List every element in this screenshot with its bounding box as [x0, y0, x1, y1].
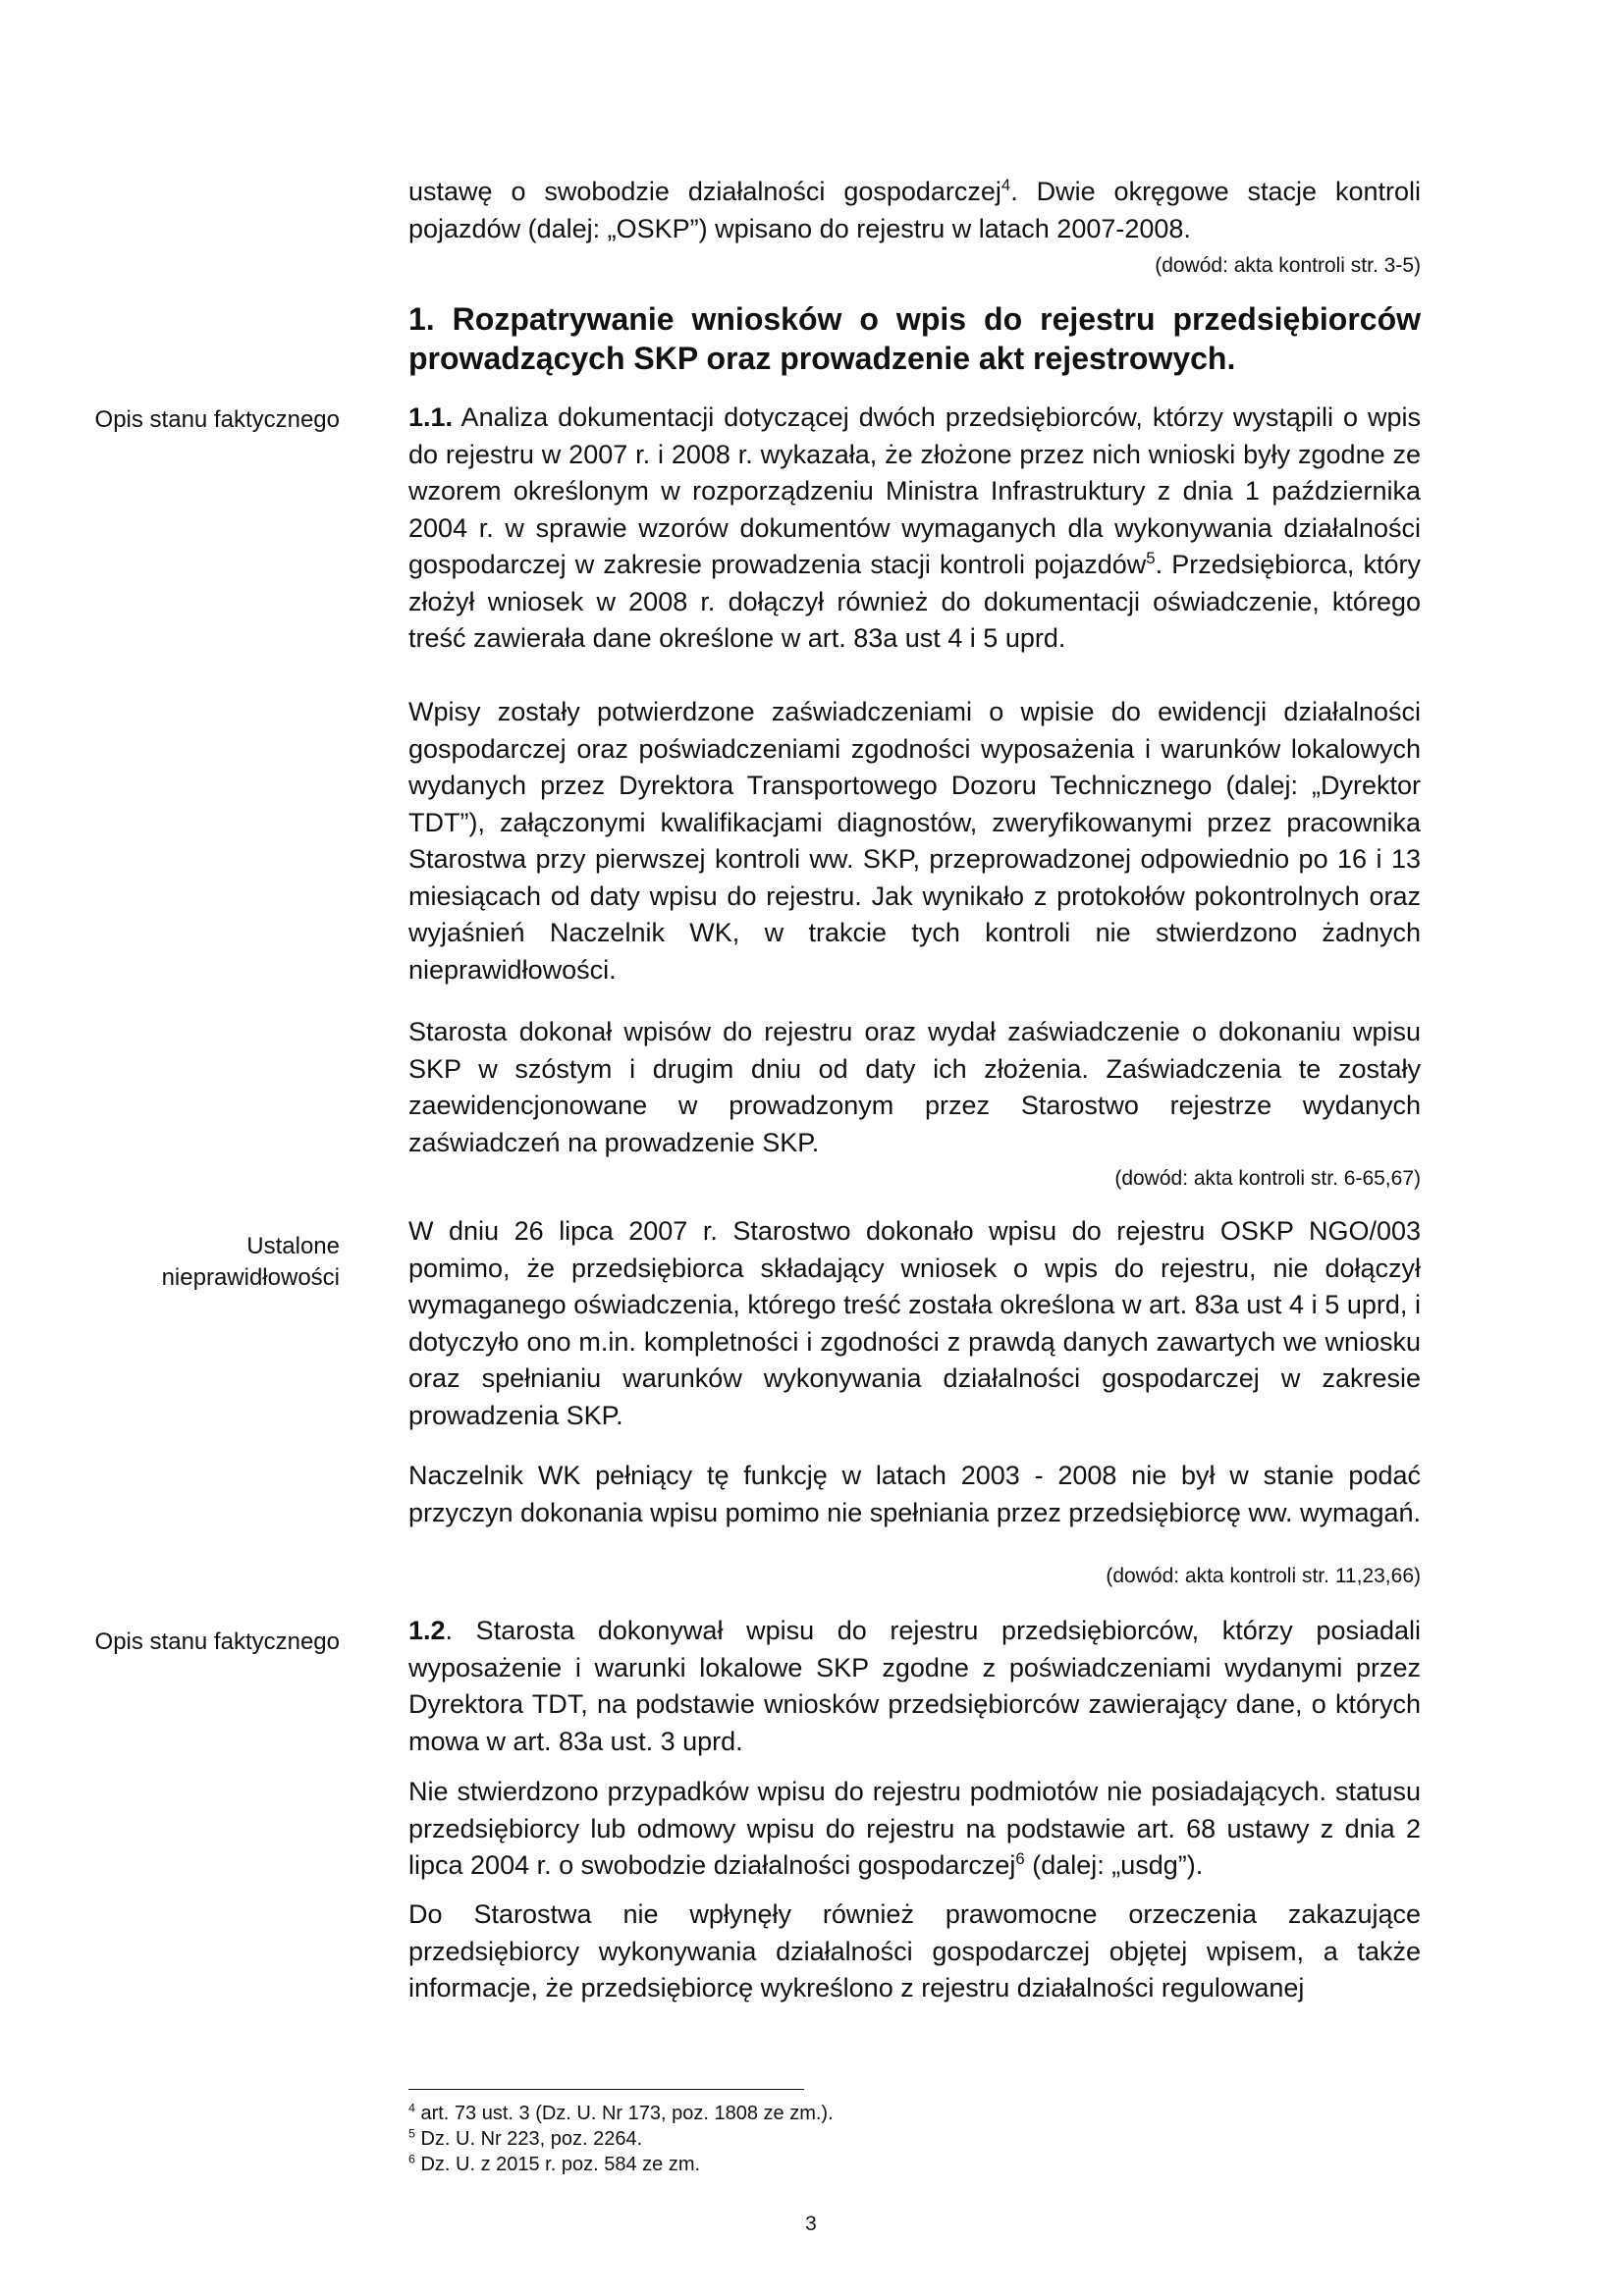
- section-number-1-2: 1.2: [408, 1616, 446, 1645]
- label-facts-2: Opis stanu faktycznego: [94, 1629, 340, 1655]
- irregularity-paragraph-2: Naczelnik WK pełniący tę funkcję w latach 2003 - 2008 nie był w stanie podać przyczyn dokonania wpisu pomimo nie spełniania przez przedsiębiorcę ww. wymagań.: [408, 1461, 1422, 1527]
- irregularity-paragraph-1: W dniu 26 lipca 2007 r. Starostwo dokonało wpisu do rejestru OSKP NGO/003 pomimo, że przedsiębiorca składający wniosek o wpis do rejestru, nie dołączył wymaganego oświadczenia, którego treść została określona w art. 83a ust 4 i 5 uprd, i dotyczyło ono m.in. kompletności i zgodności z prawdą danych zawartych we wniosku oraz spełnianiu warunków wykonywania działalności gospodarczej w zakresie prowadzenia SKP.: [408, 1216, 1421, 1430]
- footnote-ref-5[interactable]: 5: [1146, 549, 1156, 567]
- footnote-separator: [408, 2089, 804, 2090]
- evidence-note-2: (dowód: akta kontroli str. 6-65,67): [1114, 1167, 1421, 1190]
- section-heading: 1. Rozpatrywanie wniosków o wpis do rejestru przedsiębiorców prowadzących SKP oraz prowadzenie akt rejestrowych.: [408, 301, 1421, 376]
- section-1-1-paragraph-1: 1.1. Analiza dokumentacji dotyczącej dwóch przedsiębiorców, którzy wystąpili o wpis do rejestru w 2007 r. i 2008 r. wykazała, że złożone przez nich wnioski były zgodne ze wzorem określonym w rozporządzeniu Ministra Infrastruktury z dnia 1 października 2004 r. w sprawie wzorów dokumentów wymaganych dla wykonywania działalności gospodarczej w zakresie prowadzenia stacji kontroli pojazdów$^5$. Przedsiębiorca, który złożył wniosek w 2008 r. dołączył również do dokumentacji oświadczenie, którego treść zawierała dane określone w art. 83a ust 4 i 5 uprd.: [408, 402, 1421, 653]
- section-1-1-paragraph-2: Wpisy zostały potwierdzone zaświadczeniami o wpisie do ewidencji działalności gospodarczej oraz poświadczeniami zgodności wyposażenia i warunków lokalowych wydanych przez Dyrektora Transportowego Dozoru Technicznego (dalej: „Dyrektor TDT”), załączonymi kwalifikacjami diagnostów, zweryfikowanymi przez pracownika Starostwa przy pierwszej kontroli ww. SKP, przeprowadzonej odpowiednio po 16 i 13 miesiącach od daty wpisu do rejestru. Jak wynikało z protokołów pokontrolnych oraz wyjaśnień Naczelnik WK, w trakcie tych kontroli nie stwierdzono żadnych nieprawidłowości.: [408, 697, 1421, 985]
- evidence-note-1: (dowód: akta kontroli str. 3-5): [1155, 254, 1421, 277]
- footnote-4: $^4$ art. 73 ust. 3 (Dz. U. Nr 173, poz. 1808 ze zm.).: [408, 2101, 834, 2124]
- footnote-ref-6[interactable]: 6: [1015, 1849, 1025, 1868]
- section-1-2-paragraph-2: Nie stwierdzono przypadków wpisu do rejestru podmiotów nie posiadających. statusu przedsiębiorcy lub odmowy wpisu do rejestru na podstawie art. 68 ustawy z dnia 2 lipca 2004 r. o swobodzie działalności gospodarczej$^6$ (dalej: „usdg”).: [408, 1777, 1421, 1880]
- section-1-1-paragraph-3: Starosta dokonał wpisów do rejestru oraz wydał zaświadczenie o dokonaniu wpisu SKP w szóstym i drugim dniu od daty ich złożenia. Zaświadczenia te zostały zaewidencjonowane w prowadzonym przez Starostwo rejestrze wydanych zaświadczeń na prowadzenie SKP.: [408, 1017, 1421, 1157]
- evidence-note-3: (dowód: akta kontroli str. 11,23,66): [1106, 1565, 1421, 1587]
- section-1-2-paragraph-3: Do Starostwa nie wpłynęły również prawomocne orzeczenia zakazujące przedsiębiorcy wykonywania działalności gospodarczej objętej wpisem, a także informacje, że przedsiębiorcę wykreślono z rejestru działalności regulowanej: [408, 1899, 1421, 2002]
- label-facts-1: Opis stanu faktycznego: [94, 406, 340, 433]
- footnote-ref-4[interactable]: 4: [1000, 176, 1011, 194]
- footnote-6: $^6$ Dz. U. z 2015 r. poz. 584 ze zm.: [408, 2152, 701, 2175]
- page-number: 3: [805, 2213, 817, 2235]
- section-number-1-1: 1.1.: [408, 402, 454, 432]
- label-irregularities: Ustalone nieprawidłowości: [161, 1233, 340, 1291]
- intro-paragraph: ustawę o swobodzie działalności gospodarczej$^4$. Dwie okręgowe stacje kontroli pojazdów (dalej: „OSKP”) wpisano do rejestru w latach 2007-2008.: [408, 176, 1421, 243]
- section-1-2-paragraph-1: 1.2. Starosta dokonywał wpisu do rejestru przedsiębiorców, którzy posiadali wyposażenie i warunki lokalowe SKP zgodne z poświadczeniami wydanymi przez Dyrektora TDT, na podstawie wniosków przedsiębiorców zawierający dane, o których mowa w art. 83a ust. 3 uprd.: [408, 1616, 1421, 1756]
- footnote-5: $^5$ Dz. U. Nr 223, poz. 2264.: [408, 2126, 643, 2150]
